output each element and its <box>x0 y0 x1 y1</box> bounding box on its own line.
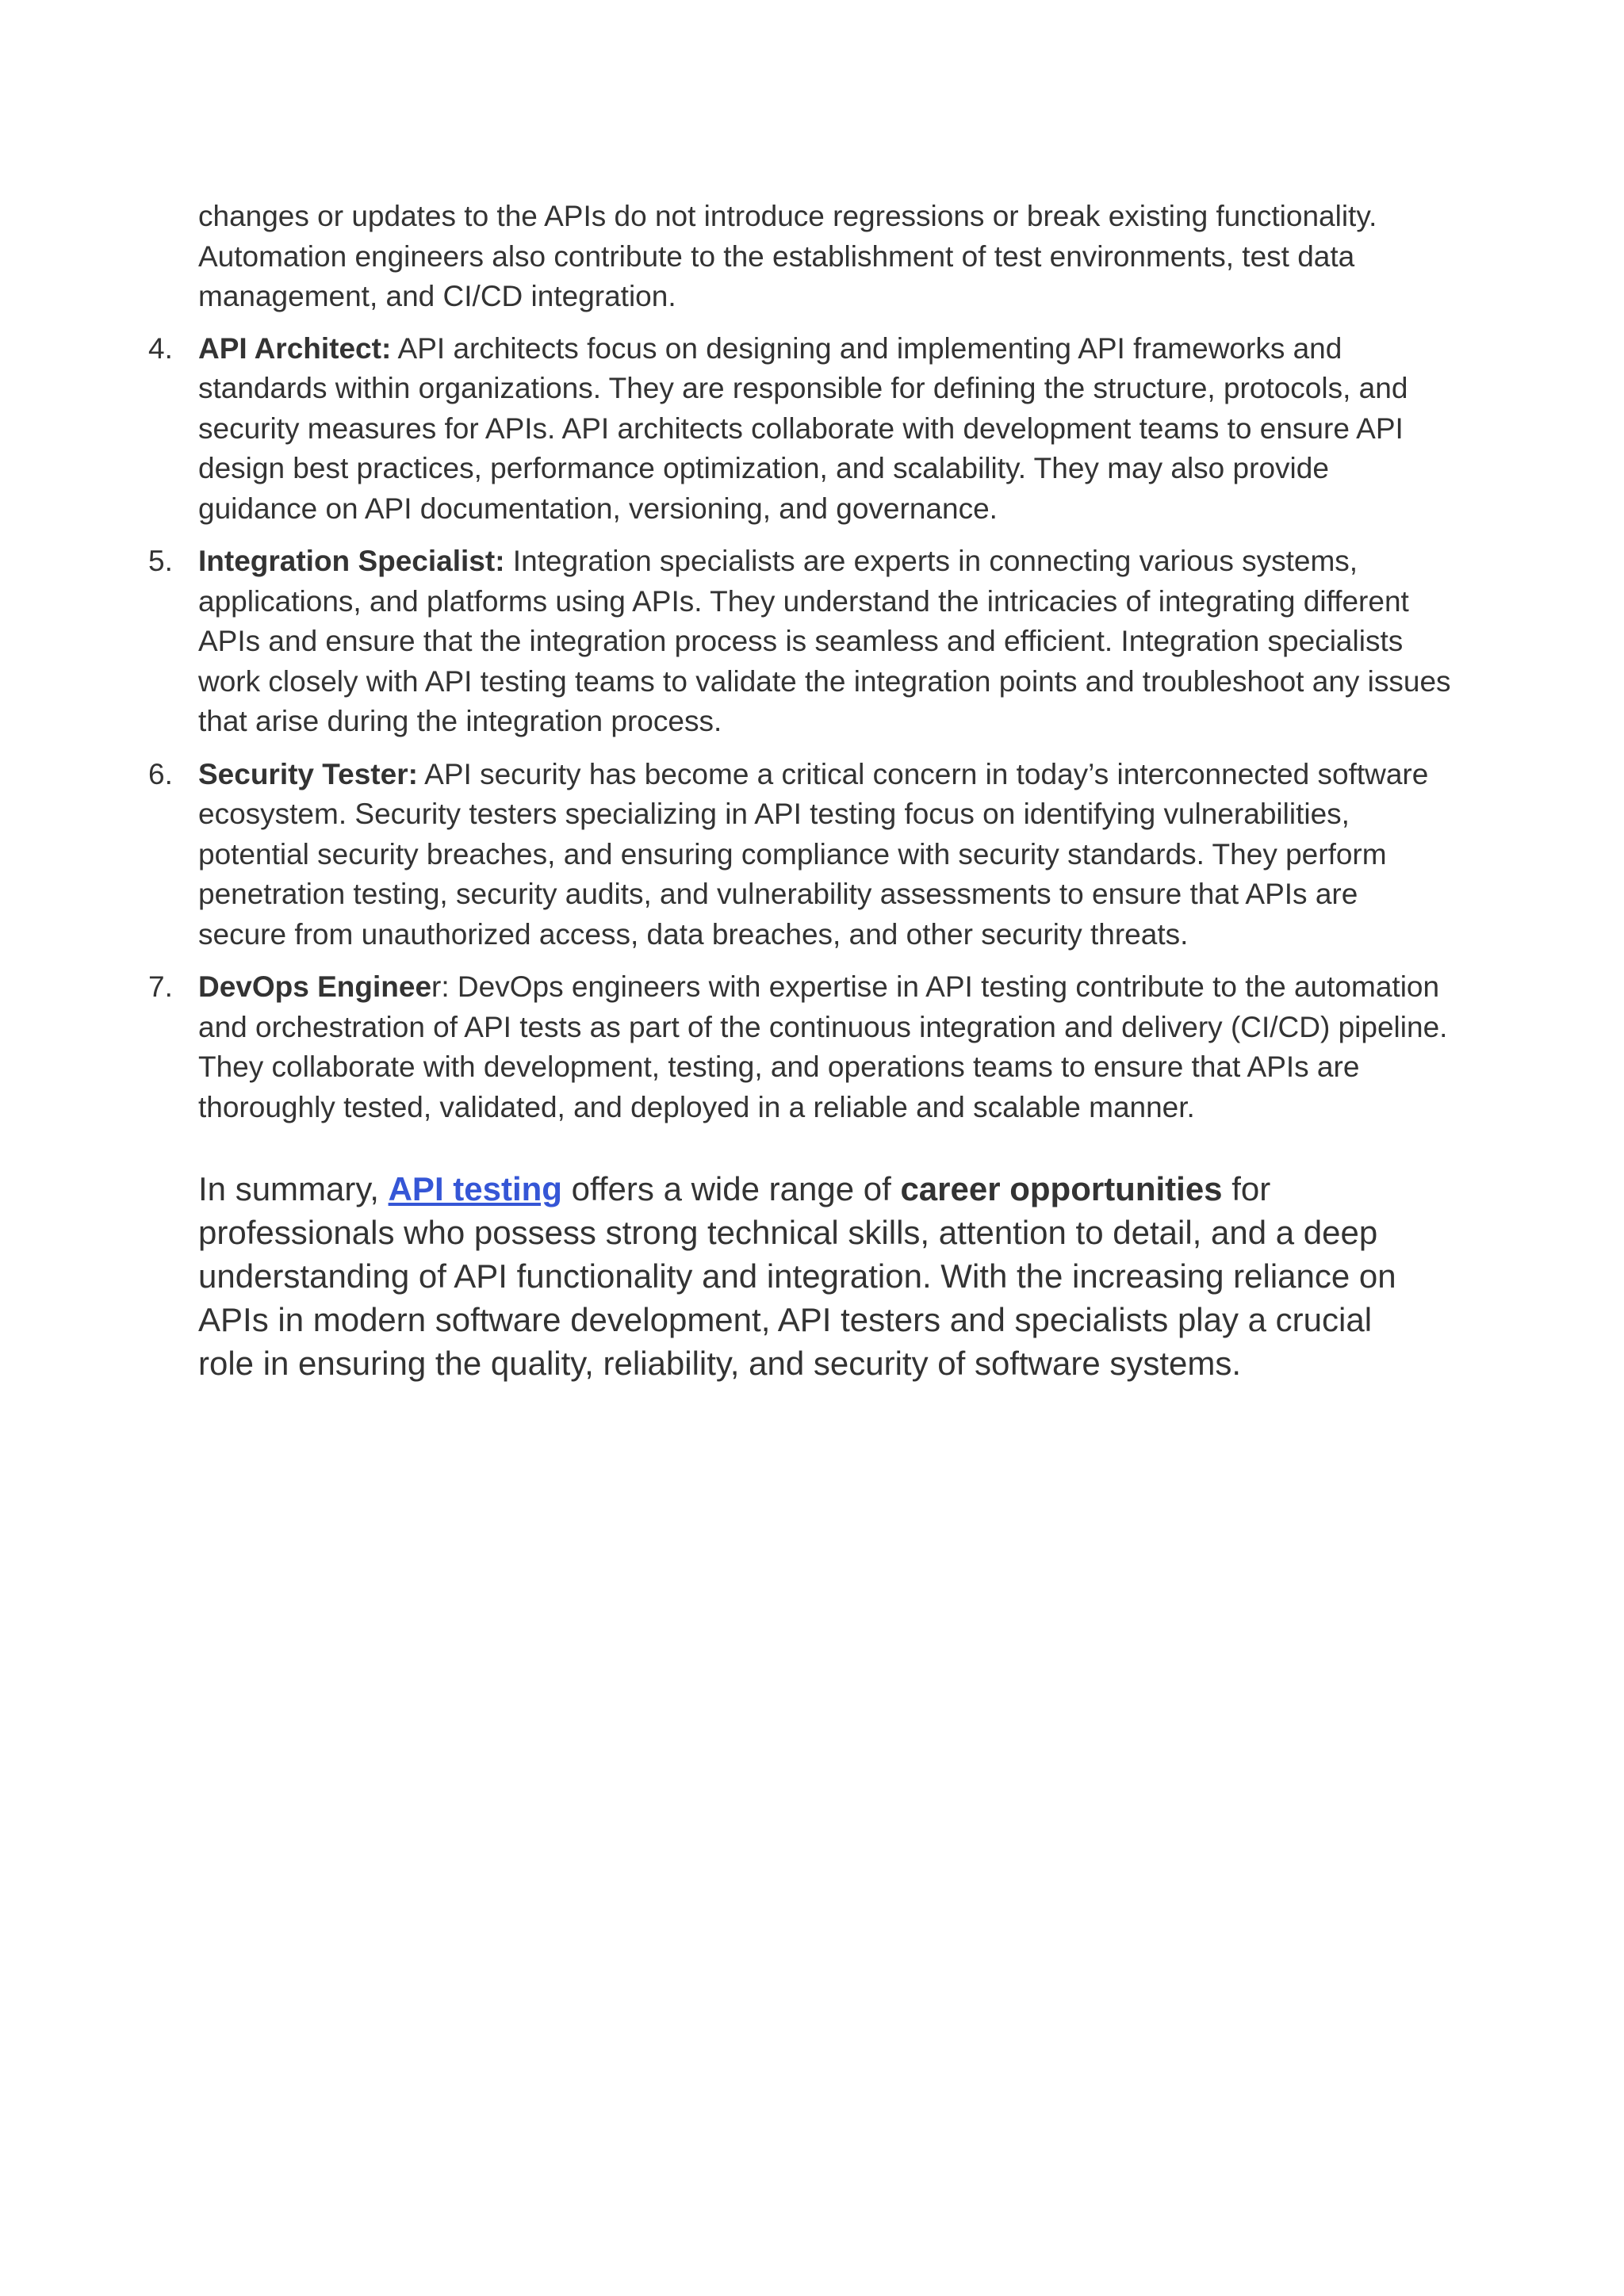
role-description: API architects focus on designing and implementing API frameworks and standards within organizations. They are responsible for defining the structure, protocols, and security measures for APIs. API architects collaborate with development teams to ensure API design best practices, performance optimization, and scalability. They may also provide guidance on API documentation, versioning, and governance. <box>198 331 1408 525</box>
summary-paragraph <box>198 1167 1435 1385</box>
list-item-api-architect <box>148 329 1451 530</box>
list-number: 5. <box>148 545 173 577</box>
role-term: Security Tester: <box>198 757 418 790</box>
list-item-devops-engineer <box>148 967 1451 1127</box>
career-roles-list <box>148 329 1451 1128</box>
list-item-integration-specialist <box>148 541 1451 742</box>
list-number: 6. <box>148 757 173 790</box>
list-number: 4. <box>148 331 173 365</box>
role-description: Integration specialists are experts in connecting various systems, applications, and platforms using APIs. They understand the intricacies of integrating different APIs and ensure that the integration process is seamless and efficient. Integration specialists work closely with API testing teams to validate the integration points and troubleshoot any issues that arise during the integration process. <box>198 545 1451 737</box>
summary-rest: for professionals who possess strong technical skills, attention to detail, and a deep understanding of API functionality and integration. With the increasing reliance on APIs in modern software development, API testers and specialists play a crucial role in ensuring the quality, reliability, and security of software systems. <box>198 1170 1396 1382</box>
role-term: API Architect: <box>198 331 392 365</box>
list-number: 7. <box>148 970 173 1003</box>
summary-intro: In summary, <box>198 1170 389 1207</box>
role-term-tail: r <box>431 970 442 1003</box>
document-body <box>148 197 1451 1385</box>
role-term: Integration Specialist: <box>198 545 505 577</box>
role-description: API security has become a critical concern in today’s interconnected software ecosystem. Security testers specializing in API testing focus on identifying vulnerabilities, potential security breaches, and ensuring compliance with security standards. They perform penetration testing, security audits, and vulnerability assessments to ensure that APIs are secure from unauthorized access, data breaches, and other security threats. <box>198 757 1429 951</box>
summary-emphasis: career opportunities <box>900 1170 1223 1207</box>
role-term: DevOps Enginee <box>198 970 432 1003</box>
summary-mid: offers a wide range of <box>561 1170 901 1207</box>
list-item-security-tester <box>148 755 1451 955</box>
continued-paragraph: changes or updates to the APIs do not introduce regressions or break existing functionality. Automation engineers also contribute to the establishment of test environments, test data management, and CI/CD integration. <box>198 200 1377 312</box>
role-description: : DevOps engineers with expertise in API testing contribute to the automation and orchestration of API tests as part of the continuous integration and delivery (CI/CD) pipeline. They collaborate with development, testing, and operations teams to ensure that APIs are thoroughly tested, validated, and deployed in a reliable and scalable manner. <box>198 970 1448 1123</box>
api-testing-link[interactable]: API testing <box>388 1170 562 1207</box>
